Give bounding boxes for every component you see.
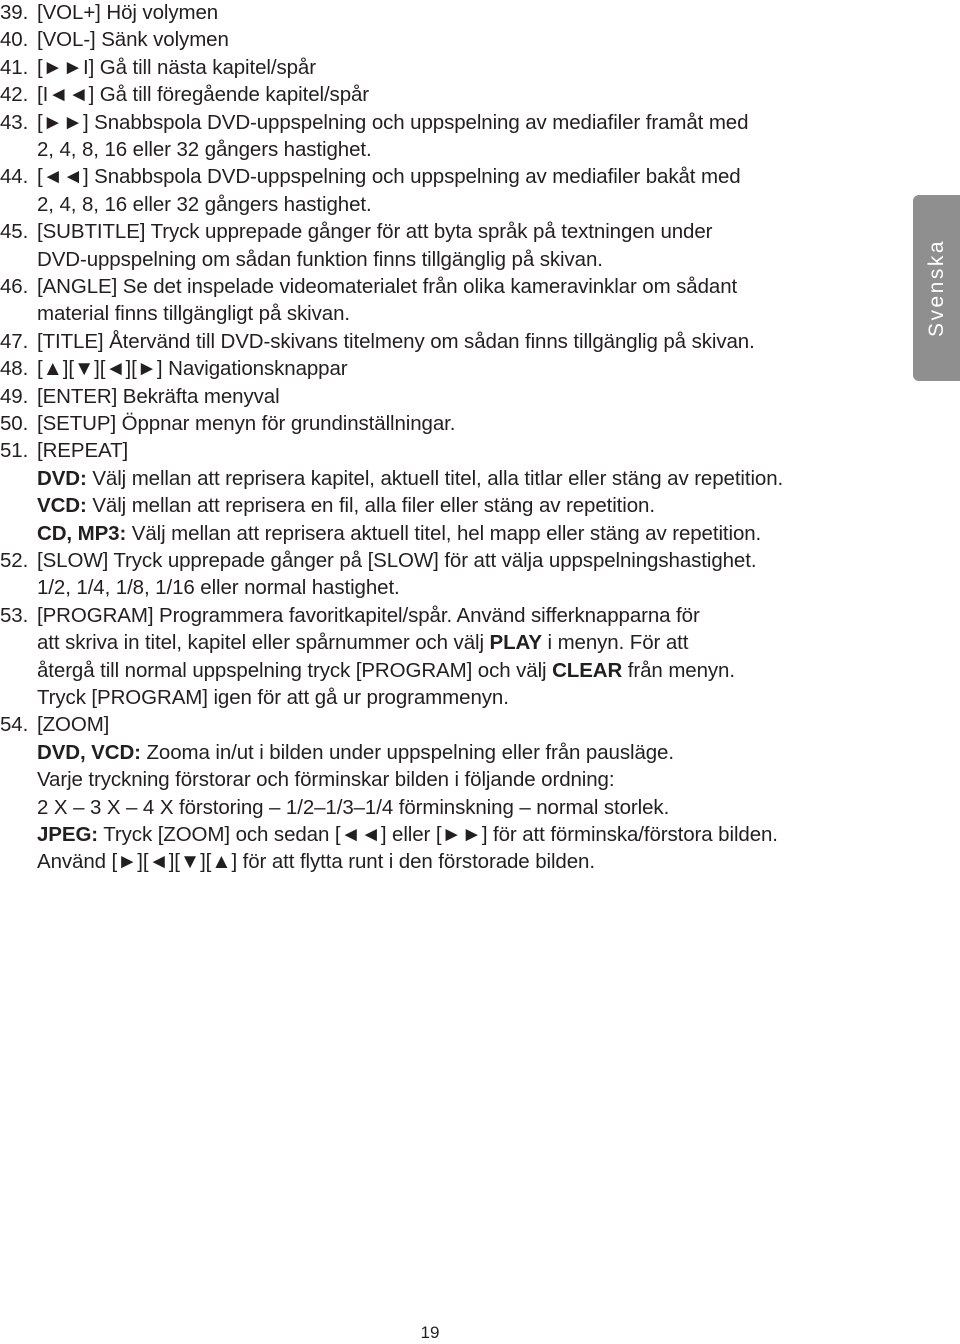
item-body: 2 X – 3 X – 4 X förstoring – 1/2–1/3–1/4 förminskning – normal storlek. bbox=[37, 795, 670, 819]
item-text bbox=[37, 629, 688, 656]
item-bold-label: CD, MP3: bbox=[37, 521, 127, 545]
item-text bbox=[37, 794, 669, 821]
item-bold-label: JPEG: bbox=[37, 823, 99, 846]
item-body: [SETUP] Öppnar menyn för grundinställningar. bbox=[37, 412, 456, 435]
item-text bbox=[37, 246, 603, 273]
item-bold-label: DVD, VCD: bbox=[37, 740, 141, 764]
item-body: [TITLE] Återvänd till DVD-skivans titelmeny om sådan finns tillgänglig på skivan. bbox=[37, 329, 755, 353]
item-body: Tryck [ZOOM] och sedan [◄◄] eller [►►] för att förminska/förstora bilden. bbox=[98, 823, 778, 846]
language-tab-label: Svenska bbox=[924, 238, 948, 338]
item-body: återgå till normal uppspelning tryck [PROGRAM] och välj bbox=[37, 658, 553, 682]
item-text bbox=[37, 492, 655, 519]
item-number: 41. bbox=[0, 55, 29, 79]
item-text bbox=[37, 109, 748, 136]
item-body: [►►I] Gå till nästa kapitel/spår bbox=[37, 55, 316, 79]
item-number: 54. bbox=[0, 713, 29, 737]
item-bold-keyword: PLAY bbox=[489, 631, 542, 655]
item-number: 44. bbox=[0, 165, 29, 189]
item-body: Välj mellan att reprisera en fil, alla filer eller stäng av repetition. bbox=[86, 494, 655, 518]
item-text bbox=[37, 848, 595, 875]
item-text bbox=[37, 163, 741, 190]
item-number: 51. bbox=[0, 439, 29, 463]
item-body: [▲][▼][◄][►] Navigationsknappar bbox=[37, 357, 348, 381]
item-body: [ZOOM] bbox=[37, 713, 110, 737]
item-text bbox=[37, 465, 783, 492]
item-body: [I◄◄] Gå till föregående kapitel/spår bbox=[37, 83, 370, 107]
item-body-after: från menyn. bbox=[622, 658, 735, 682]
item-body: [VOL-] Sänk volymen bbox=[37, 28, 229, 52]
item-body: Zooma in/ut i bilden under uppspelning eller från pausläge. bbox=[140, 740, 674, 764]
item-text bbox=[37, 410, 455, 437]
item-body: [VOL+] Höj volymen bbox=[37, 1, 219, 24]
page-number: 19 bbox=[420, 1323, 440, 1342]
item-text bbox=[37, 711, 109, 738]
item-number: 49. bbox=[0, 384, 29, 408]
item-number: 53. bbox=[0, 603, 29, 627]
item-number: 45. bbox=[0, 220, 29, 244]
item-text bbox=[37, 574, 400, 601]
item-body: [ENTER] Bekräfta menyval bbox=[37, 384, 280, 408]
item-text bbox=[37, 602, 700, 629]
item-body: 1/2, 1/4, 1/8, 1/16 eller normal hastighet. bbox=[37, 576, 400, 600]
item-body: material finns tillgängligt på skivan. bbox=[37, 302, 350, 326]
item-bold-label: VCD: bbox=[37, 494, 87, 518]
item-body: [►►] Snabbspola DVD-uppspelning och uppspelning av mediafiler framåt med bbox=[37, 110, 749, 134]
item-body: DVD-uppspelning om sådan funktion finns tillgänglig på skivan. bbox=[37, 247, 603, 271]
item-number: 40. bbox=[0, 28, 29, 52]
item-number: 39. bbox=[0, 1, 29, 24]
item-body: 2, 4, 8, 16 eller 32 gångers hastighet. bbox=[37, 192, 372, 216]
item-text bbox=[37, 657, 735, 684]
item-text bbox=[37, 547, 756, 574]
item-text bbox=[37, 739, 674, 766]
item-body: [PROGRAM] Programmera favoritkapitel/spår. Använd sifferknapparna för bbox=[37, 603, 700, 627]
item-text bbox=[37, 684, 509, 711]
item-text bbox=[37, 300, 350, 327]
item-bold-label: DVD: bbox=[37, 466, 87, 490]
item-body: att skriva in titel, kapitel eller spårnummer och välj bbox=[37, 631, 490, 655]
item-body: [SUBTITLE] Tryck upprepade gånger för att byta språk på textningen under bbox=[37, 220, 713, 244]
item-text bbox=[37, 54, 316, 81]
item-text bbox=[37, 81, 369, 108]
item-number: 52. bbox=[0, 549, 29, 572]
item-text bbox=[37, 273, 737, 300]
item-text bbox=[37, 26, 229, 53]
item-body-after: i menyn. För att bbox=[541, 631, 689, 655]
item-text bbox=[37, 191, 372, 218]
item-number: 43. bbox=[0, 110, 29, 134]
item-text bbox=[37, 218, 712, 245]
item-text bbox=[37, 766, 614, 793]
item-number: 47. bbox=[0, 329, 29, 353]
item-number: 46. bbox=[0, 275, 29, 298]
item-body: Välj mellan att reprisera kapitel, aktuell titel, alla titlar eller stäng av repetition. bbox=[86, 466, 784, 490]
item-body: [◄◄] Snabbspola DVD-uppspelning och uppspelning av mediafiler bakåt med bbox=[37, 165, 741, 189]
item-text bbox=[37, 383, 280, 410]
item-body: [ANGLE] Se det inspelade videomaterialet från olika kameravinklar om sådant bbox=[37, 275, 738, 298]
item-body: [REPEAT] bbox=[37, 439, 129, 463]
item-body: Välj mellan att reprisera aktuell titel, hel mapp eller stäng av repetition. bbox=[126, 521, 762, 545]
item-body: Tryck [PROGRAM] igen för att gå ur programmenyn. bbox=[37, 686, 509, 709]
language-tab bbox=[913, 195, 960, 381]
item-number: 50. bbox=[0, 412, 29, 435]
item-number: 42. bbox=[0, 83, 29, 107]
item-bold-keyword: CLEAR bbox=[552, 658, 623, 682]
item-text bbox=[37, 0, 218, 26]
item-text bbox=[37, 136, 372, 163]
item-body: Varje tryckning förstorar och förminskar bilden i följande ordning: bbox=[37, 768, 615, 792]
item-text bbox=[37, 520, 761, 547]
item-number: 48. bbox=[0, 357, 29, 381]
item-text bbox=[37, 437, 128, 464]
item-text bbox=[37, 821, 778, 848]
item-body: [SLOW] Tryck upprepade gånger på [SLOW] för att välja uppspelningshastighet. bbox=[37, 549, 757, 572]
item-text bbox=[37, 355, 348, 382]
item-text bbox=[37, 328, 755, 355]
item-body: Använd [►][◄][▼][▲] för att flytta runt i den förstorade bilden. bbox=[37, 850, 595, 874]
item-body: 2, 4, 8, 16 eller 32 gångers hastighet. bbox=[37, 138, 372, 161]
